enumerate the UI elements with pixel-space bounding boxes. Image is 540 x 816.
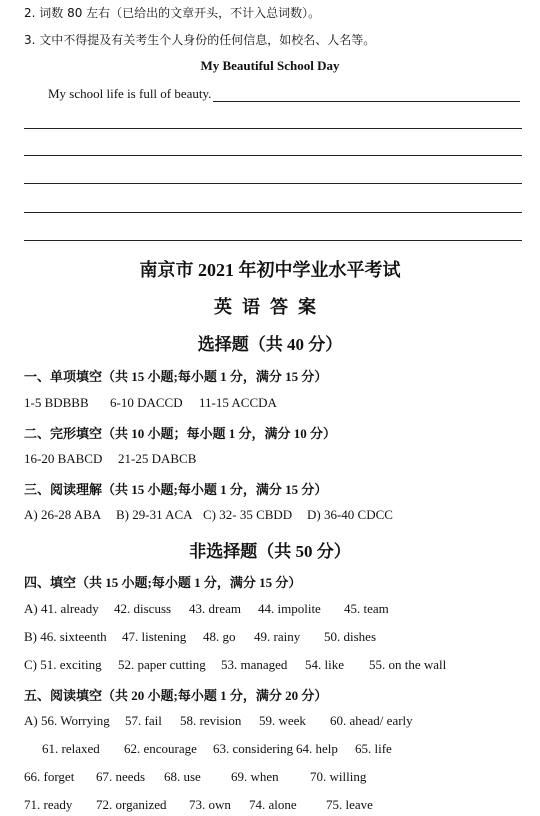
- answer-item: 73. own: [189, 797, 231, 812]
- section-heading-5: 五、阅读填空（共 20 小题;每小题 1 分，满分 20 分）: [24, 688, 328, 703]
- answer-item: 44. impolite: [258, 601, 321, 616]
- answer-item: 64. help: [296, 741, 338, 756]
- section-heading-3: 三、阅读理解（共 15 小题;每小题 1 分，满分 15 分）: [24, 482, 328, 497]
- answer-item: 6-10 DACCD: [110, 395, 183, 410]
- answer-item: 63. considering: [213, 741, 294, 756]
- writing-line-3: [24, 183, 522, 184]
- essay-first-line-text: My school life is full of beauty.: [48, 86, 212, 101]
- answer-item: 67. needs: [96, 769, 146, 784]
- section-heading-4: 四、填空（共 15 小题;每小题 1 分，满分 15 分）: [24, 575, 302, 590]
- answer-item: 21-25 DABCB: [118, 451, 197, 466]
- writing-blank: [213, 87, 520, 102]
- answer-item: 61. relaxed: [42, 741, 100, 756]
- answer-item: 48. go: [203, 629, 236, 644]
- answer-row: [0, 713, 540, 731]
- answer-row: [0, 629, 540, 647]
- answer-item: 62. encourage: [124, 741, 197, 756]
- answer-item: 52. paper cutting: [118, 657, 206, 672]
- answer-row: [0, 601, 540, 619]
- writing-line-4: [24, 212, 522, 213]
- answer-item: 16-20 BABCD: [24, 451, 103, 466]
- answer-item: 70. willing: [310, 769, 367, 784]
- answer-item: 55. on the wall: [369, 657, 447, 672]
- answer-item: 60. ahead/ early: [330, 713, 413, 728]
- answer-item: C) 51. exciting: [24, 657, 102, 672]
- answer-item: 45. team: [344, 601, 389, 616]
- answer-row: [0, 395, 540, 413]
- answer-item: 54. like: [305, 657, 344, 672]
- answer-row: [0, 797, 540, 815]
- answer-item: B) 46. sixteenth: [24, 629, 107, 644]
- section-heading-1: 一、单项填空（共 15 小题;每小题 1 分，满分 15 分）: [24, 369, 328, 384]
- answer-item: 69. when: [231, 769, 279, 784]
- answer-item: A) 56. Worrying: [24, 713, 110, 728]
- writing-line-2: [24, 155, 522, 156]
- answer-item: 74. alone: [249, 797, 297, 812]
- writing-line-1: [24, 128, 522, 129]
- instruction-note-3: 3. 文中不得提及有关考生个人身份的任何信息，如校名、人名等。: [24, 33, 376, 47]
- exam-title: 南京市 2021 年初中学业水平考试: [139, 260, 401, 280]
- answer-item: 49. rainy: [254, 629, 301, 644]
- answer-item: 50. dishes: [324, 629, 376, 644]
- answer-item: 68. use: [164, 769, 201, 784]
- answer-item: 42. discuss: [114, 601, 172, 616]
- answer-item: 57. fail: [125, 713, 162, 728]
- answer-item: D) 36-40 CDCC: [307, 507, 393, 522]
- answer-item: C) 32- 35 CBDD: [203, 507, 293, 522]
- answer-item: 59. week: [259, 713, 306, 728]
- answer-item: 58. revision: [180, 713, 242, 728]
- answer-item: 11-15 ACCDA: [199, 395, 277, 410]
- answer-row: [0, 769, 540, 787]
- part1-title: 选择题（共 40 分）: [197, 335, 343, 354]
- answer-row: [0, 507, 540, 525]
- answer-item: B) 29-31 ACA: [116, 507, 193, 522]
- answer-item: 43. dream: [189, 601, 241, 616]
- answer-row: [0, 741, 540, 759]
- essay-first-line: [48, 86, 520, 102]
- answer-item: A) 41. already: [24, 601, 99, 616]
- answer-item: 75. leave: [326, 797, 373, 812]
- answer-item: A) 26-28 ABA: [24, 507, 102, 522]
- writing-line-5: [24, 240, 522, 241]
- answer-item: 72. organized: [96, 797, 167, 812]
- answer-item: 66. forget: [24, 769, 75, 784]
- answer-item: 71. ready: [24, 797, 73, 812]
- exam-subtitle: 英语答案: [214, 297, 326, 317]
- answer-row: [0, 657, 540, 675]
- answer-row: [0, 451, 540, 469]
- essay-title: My Beautiful School Day: [200, 58, 340, 73]
- answer-item: 47. listening: [122, 629, 187, 644]
- answer-item: 1-5 BDBBB: [24, 395, 89, 410]
- section-heading-2: 二、完形填空（共 10 小题；每小题 1 分，满分 10 分）: [24, 426, 337, 441]
- answer-item: 53. managed: [221, 657, 288, 672]
- instruction-note-2: 2. 词数 80 左右（已给出的文章开头，不计入总词数）。: [24, 6, 321, 20]
- answer-item: 65. life: [355, 741, 392, 756]
- part2-title: 非选择题（共 50 分）: [189, 542, 351, 561]
